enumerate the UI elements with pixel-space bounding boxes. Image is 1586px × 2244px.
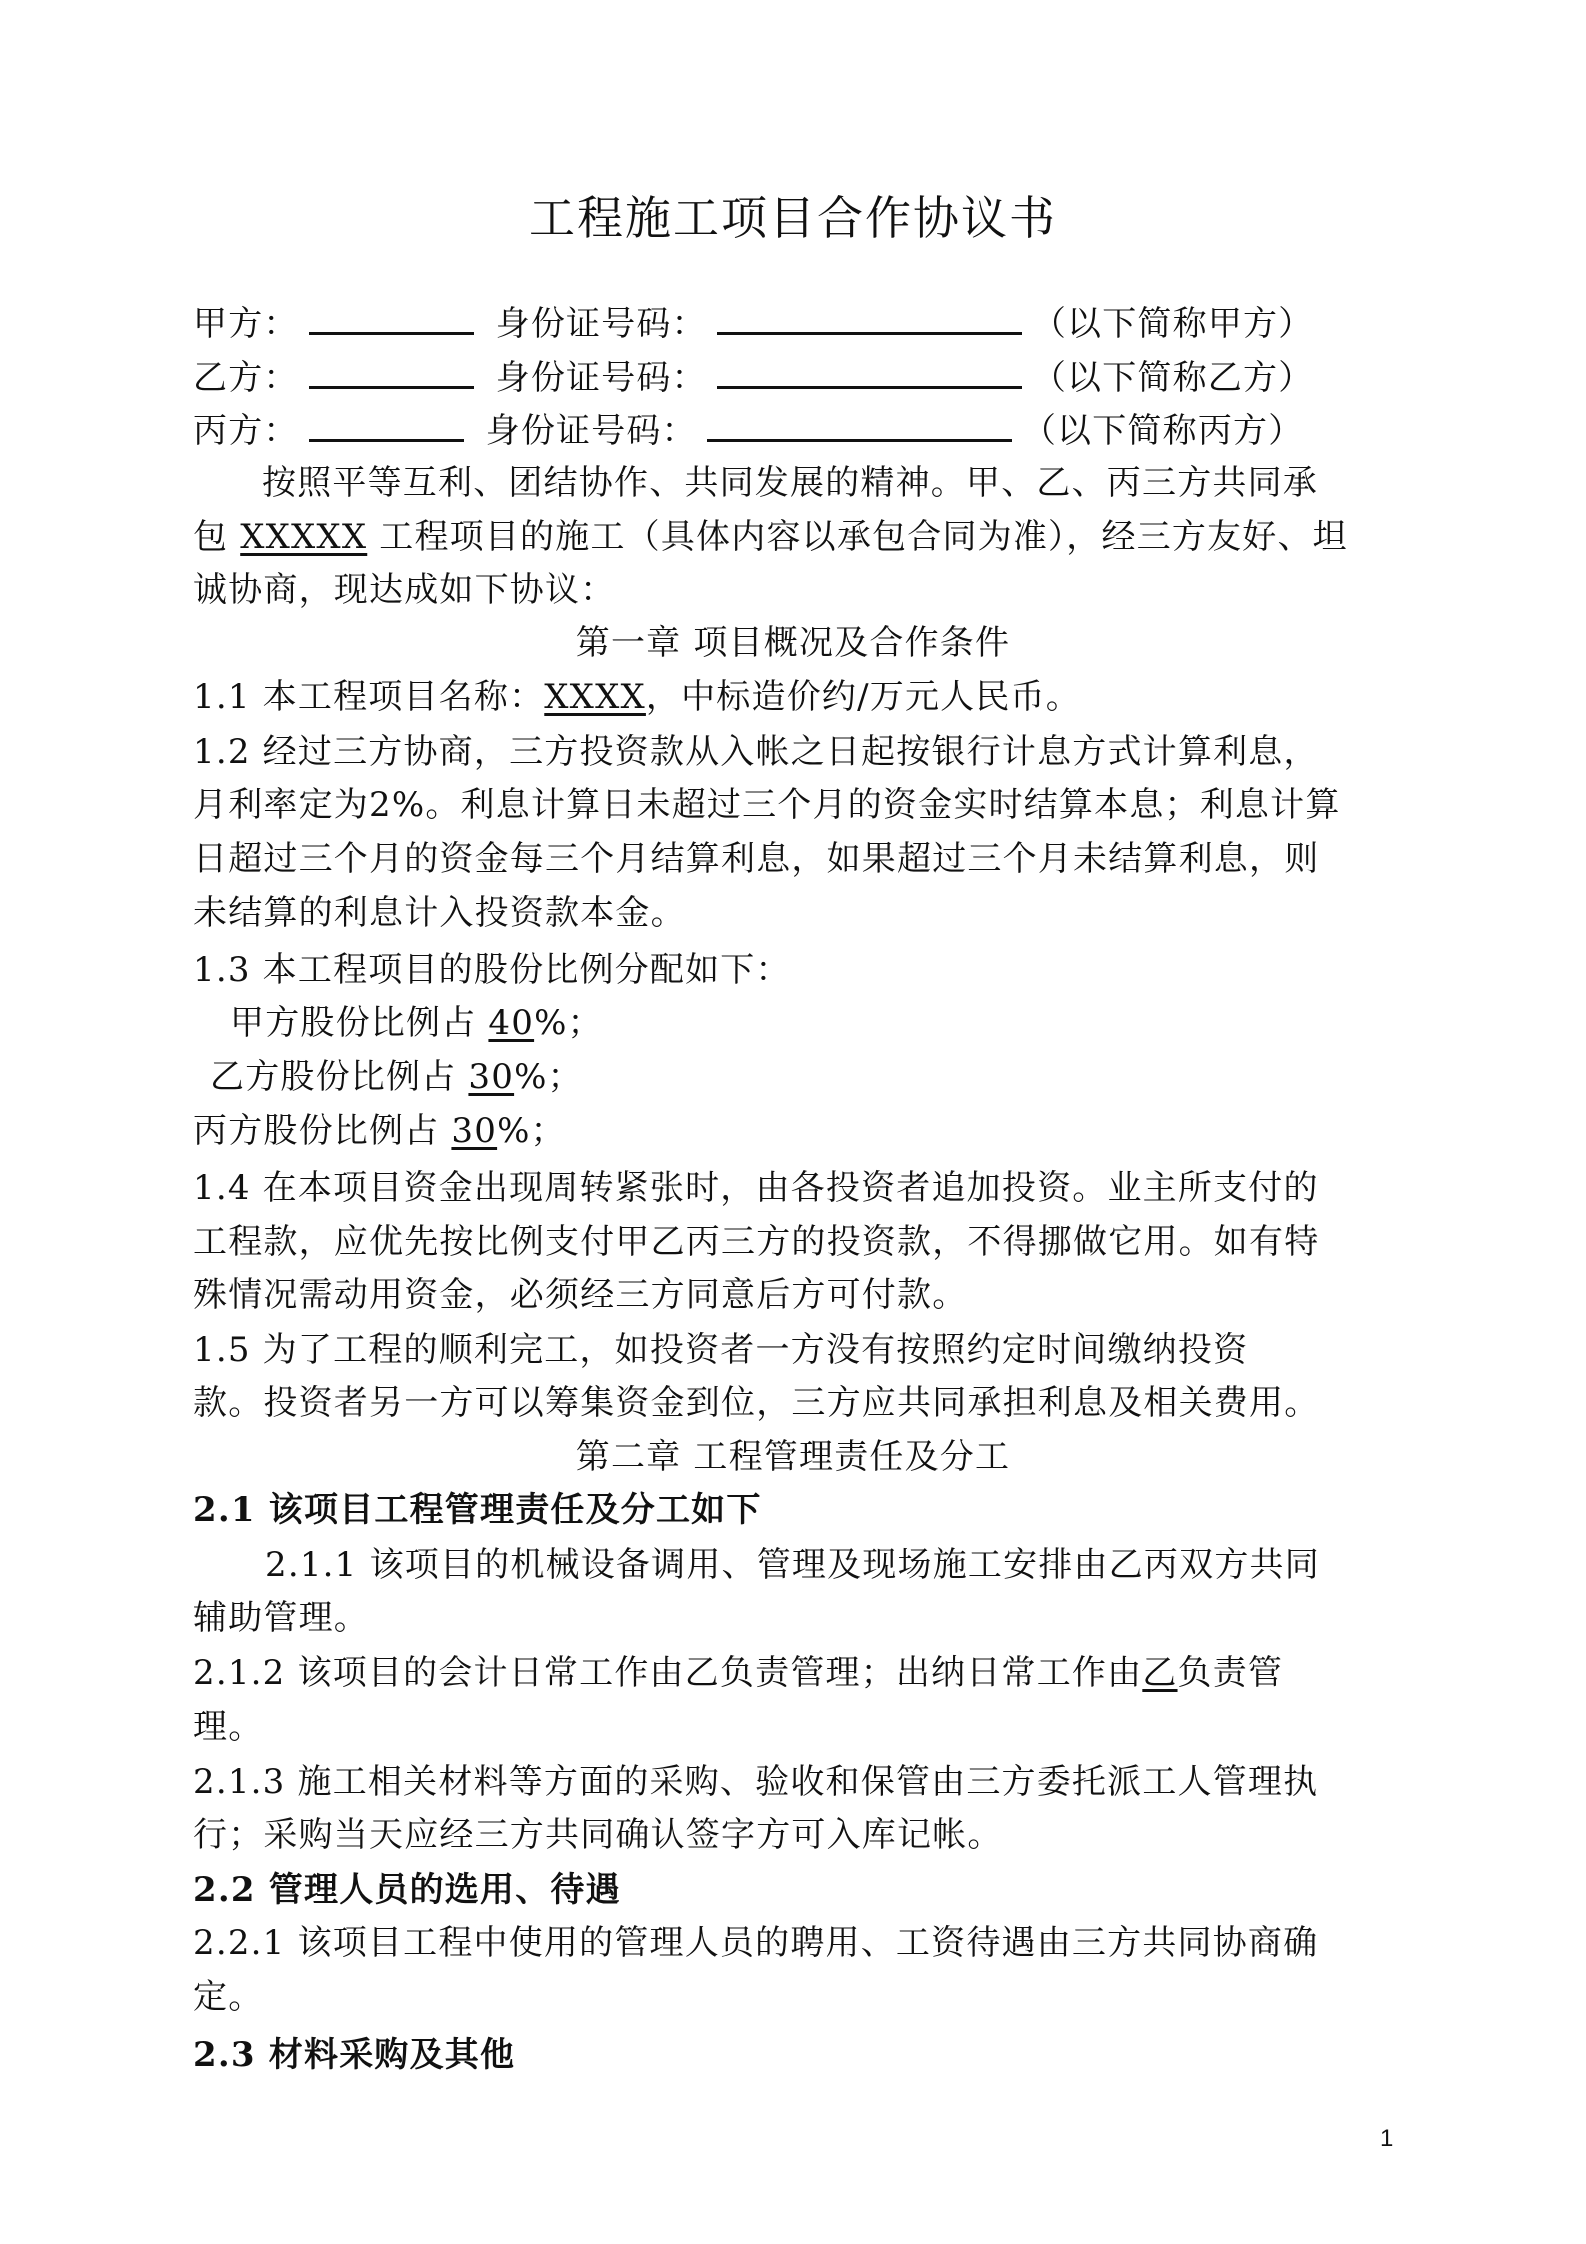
- party-row-a: [193, 298, 1413, 349]
- clause-2-1-1-line: 辅助管理。: [193, 1598, 369, 1638]
- id-label: 身份证号码：: [495, 304, 707, 344]
- clause-2-2: 2.2 管理人员的选用、待遇: [193, 1870, 621, 1910]
- clause-1-4-line: 殊情况需动用资金，必须经三方同意后方可付款。: [193, 1275, 968, 1315]
- clause-text: 负责管: [1177, 1653, 1284, 1693]
- share-value: 40: [488, 1003, 535, 1043]
- project-name-field: XXXX: [544, 677, 646, 717]
- id-number-blank[interactable]: [717, 298, 1022, 335]
- share-value: 30: [468, 1057, 515, 1097]
- clause-2-1-3-line: 2.1.3 施工相关材料等方面的采购、验收和保管由三方委托派工人管理执: [193, 1762, 1319, 1802]
- clause-1-5-line: 1.5 为了工程的顺利完工，如投资者一方没有按照约定时间缴纳投资: [193, 1330, 1249, 1370]
- share-row-b: [210, 1052, 1430, 1102]
- intro-line-2: [193, 512, 1413, 562]
- clause-2-1-3-line: 行；采购当天应经三方共同确认签字方可入库记帐。: [193, 1815, 1003, 1855]
- clause-2-2-1-line: 2.2.1 该项目工程中使用的管理人员的聘用、工资待遇由三方共同协商确: [193, 1923, 1319, 1963]
- share-row-c: [193, 1106, 1413, 1156]
- clause-1-3: 1.3 本工程项目的股份比例分配如下：: [193, 950, 791, 990]
- clause-1-2-line: 日超过三个月的资金每三个月结算利息，如果超过三个月未结算利息，则: [193, 839, 1320, 879]
- clause-2-1: 2.1 该项目工程管理责任及分工如下: [193, 1490, 762, 1530]
- clause-text: 2.1.2 该项目的会计日常工作由乙负责管理；出纳日常工作由: [193, 1653, 1143, 1693]
- clause-2-1-2: [193, 1648, 1413, 1698]
- party-label: 丙方：: [193, 411, 299, 451]
- party-note: （以下简称乙方）: [1031, 358, 1314, 398]
- id-number-blank[interactable]: [707, 405, 1012, 442]
- intro-text: 包: [193, 517, 241, 557]
- chapter-1-heading: 第一章 项目概况及合作条件: [575, 623, 1011, 663]
- share-suffix: %；: [534, 1003, 603, 1043]
- share-label: 乙方股份比例占: [210, 1057, 469, 1097]
- party-note: （以下简称甲方）: [1031, 304, 1314, 344]
- document-title: 工程施工项目合作协议书: [529, 191, 1057, 245]
- responsible-party: 乙: [1142, 1653, 1178, 1693]
- intro-text: 工程项目的施工（具体内容以承包合同为准），经三方友好、坦: [367, 517, 1348, 557]
- project-name-field: XXXXX: [240, 517, 368, 557]
- clause-text: ，中标造价约/万元人民币。: [645, 677, 1081, 717]
- clause-1-1: [193, 672, 1413, 722]
- party-name-blank[interactable]: [309, 352, 474, 389]
- intro-line-1: 按照平等互利、团结协作、共同发展的精神。甲、乙、丙三方共同承: [262, 463, 1318, 503]
- party-label: 甲方：: [193, 304, 299, 344]
- share-row-a: [230, 998, 1450, 1048]
- party-row-c: [193, 405, 1413, 456]
- party-name-blank[interactable]: [309, 298, 474, 335]
- clause-2-1-2-end: 理。: [193, 1707, 264, 1747]
- clause-1-5-line: 款。投资者另一方可以筹集资金到位，三方应共同承担利息及相关费用。: [193, 1383, 1320, 1423]
- clause-1-2-line: 1.2 经过三方协商，三方投资款从入帐之日起按银行计息方式计算利息，: [193, 732, 1319, 772]
- id-label: 身份证号码：: [485, 411, 697, 451]
- share-label: 丙方股份比例占: [193, 1111, 452, 1151]
- page-number: 1: [1380, 2125, 1394, 2152]
- id-number-blank[interactable]: [717, 352, 1022, 389]
- share-suffix: %；: [497, 1111, 566, 1151]
- share-label: 甲方股份比例占: [230, 1003, 489, 1043]
- party-row-b: [193, 352, 1413, 403]
- share-suffix: %；: [514, 1057, 583, 1097]
- clause-1-2-line: 未结算的利息计入投资款本金。: [193, 893, 686, 933]
- clause-1-4-line: 1.4 在本项目资金出现周转紧张时，由各投资者追加投资。业主所支付的: [193, 1168, 1319, 1208]
- party-label: 乙方：: [193, 358, 299, 398]
- chapter-2-heading: 第二章 工程管理责任及分工: [575, 1437, 1011, 1477]
- clause-text: 1.1 本工程项目名称：: [193, 677, 545, 717]
- party-note: （以下简称丙方）: [1021, 411, 1304, 451]
- clause-2-1-1-line: 2.1.1 该项目的机械设备调用、管理及现场施工安排由乙丙双方共同: [265, 1545, 1320, 1585]
- clause-2-2-1-line: 定。: [193, 1977, 264, 2017]
- share-value: 30: [451, 1111, 498, 1151]
- party-name-blank[interactable]: [309, 405, 464, 442]
- id-label: 身份证号码：: [495, 358, 707, 398]
- clause-1-2-line: 月利率定为2%。利息计算日未超过三个月的资金实时结算本息；利息计算: [193, 785, 1341, 825]
- clause-2-3: 2.3 材料采购及其他: [193, 2035, 516, 2075]
- clause-1-4-line: 工程款，应优先按比例支付甲乙丙三方的投资款，不得挪做它用。如有特: [193, 1222, 1320, 1262]
- intro-line-3: 诚协商，现达成如下协议：: [193, 570, 616, 610]
